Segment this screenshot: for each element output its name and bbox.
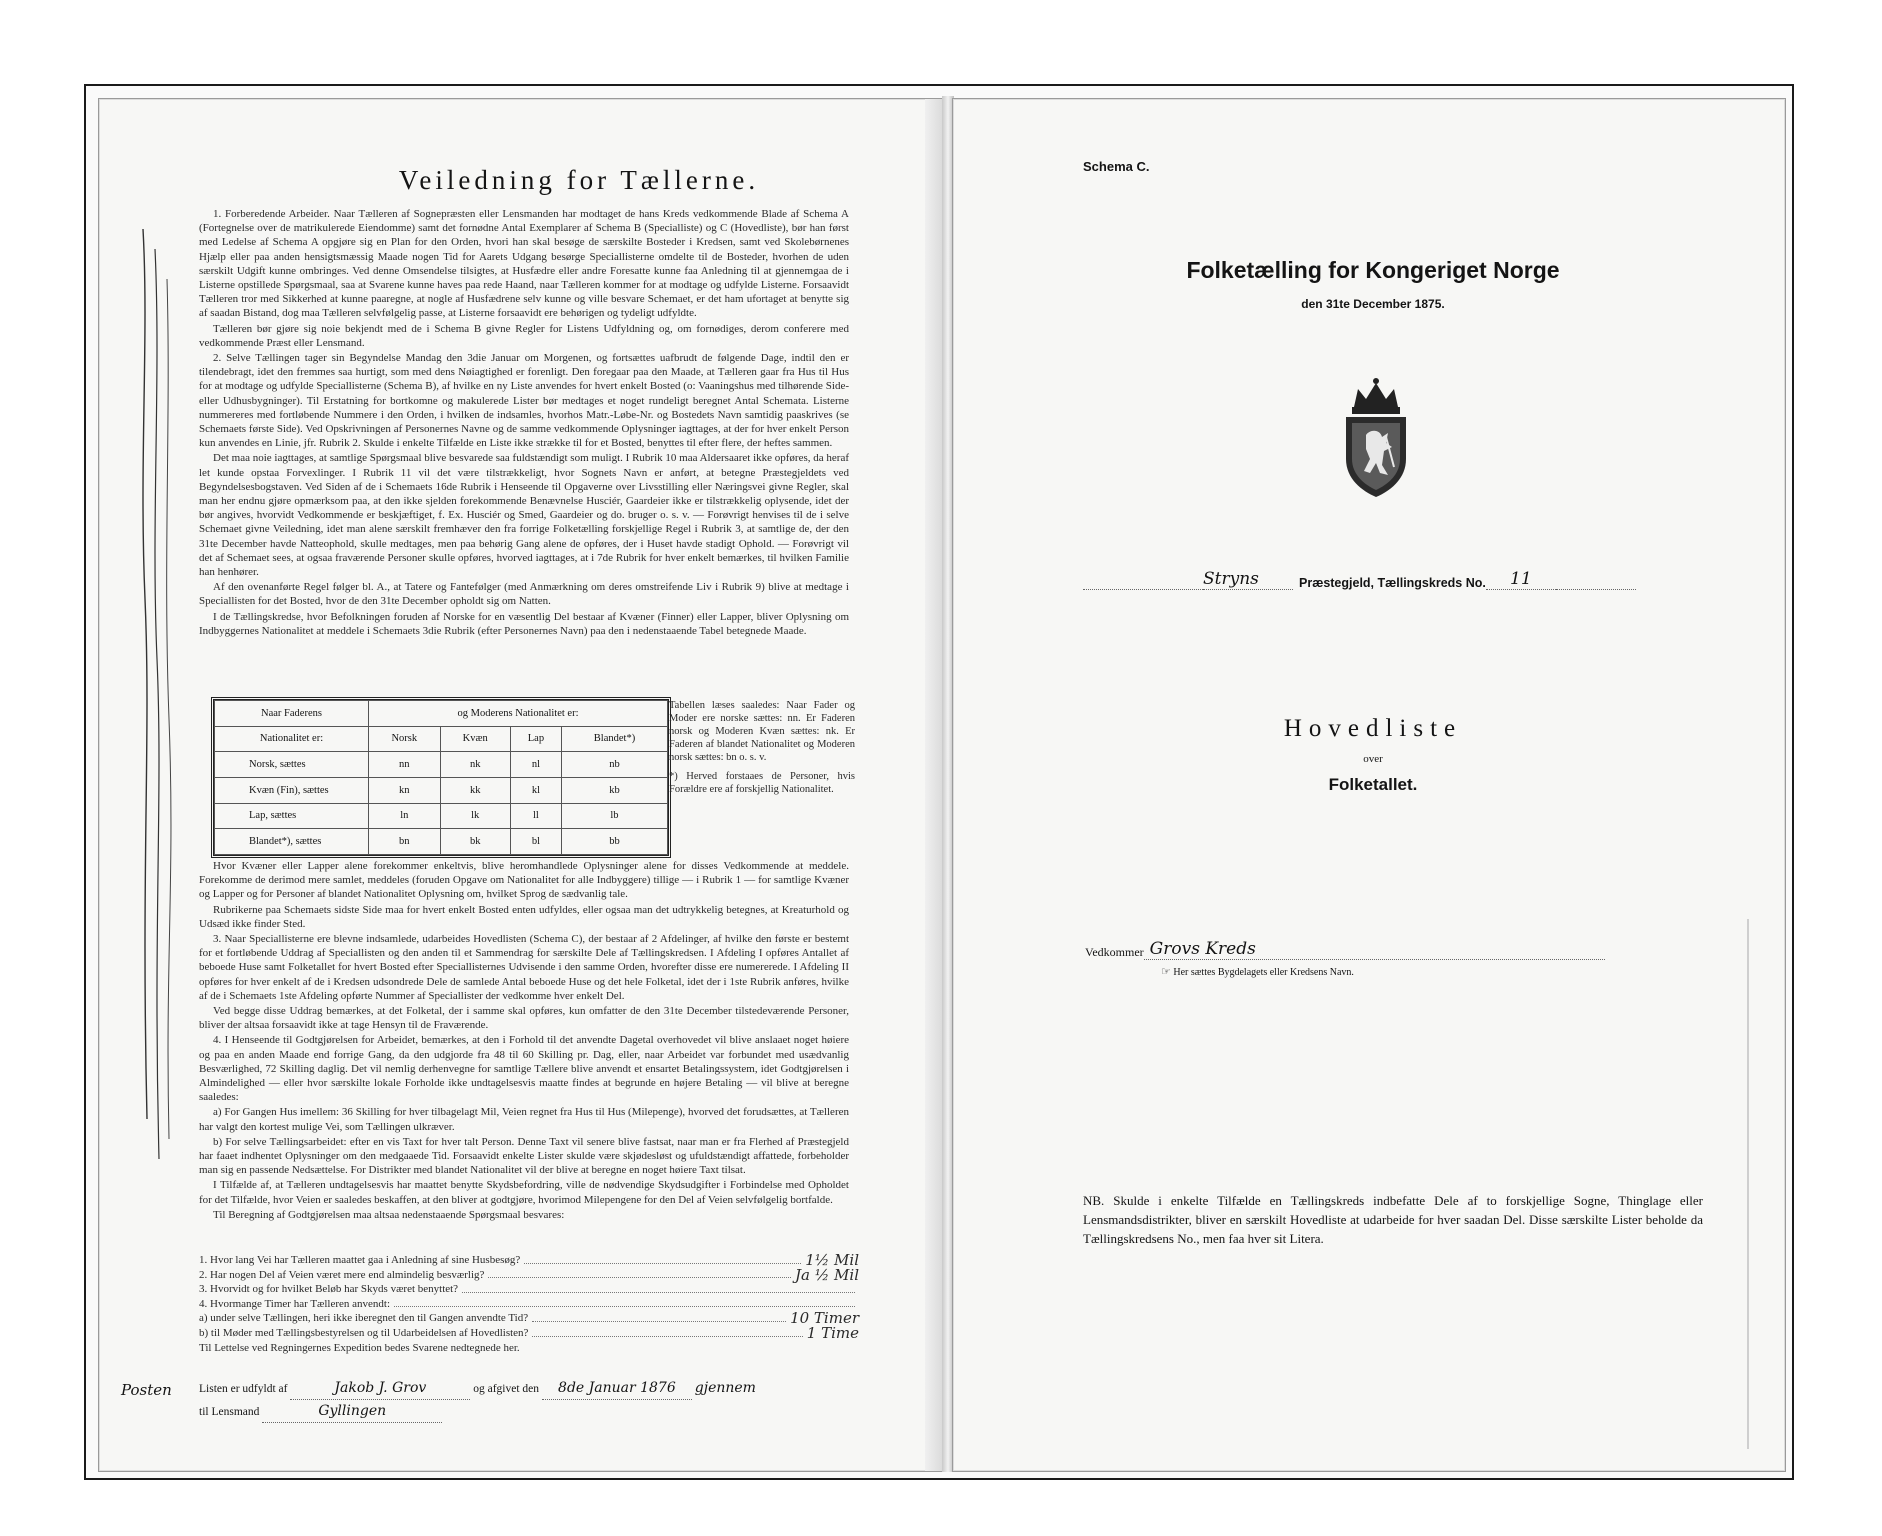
census-title: Folketælling for Kongeriget Norge bbox=[1186, 257, 1560, 283]
para-a-text: Hvor Kvæner eller Lapper alene forekommer enkeltvis, blive heromhandlede Oplysninger alene for disses Vedkommende at meddele. Forekomme de derimod mere samlet, meddeles (foruden Opgave om Nationalitet for alle Indbyggere) tillige — i Rubrik 1 — for samtlige Kvæner og Lapper og for Personer af blandet Nationalitet Oplysning om, hvilket Sprog de sædvanlig tale. bbox=[199, 860, 849, 901]
table-row-label: Norsk, sættes bbox=[215, 752, 369, 778]
table-explanation bbox=[669, 699, 855, 796]
table-cell: ln bbox=[369, 803, 441, 829]
vedkommer-note-text: Her sættes Bygdelagets eller Kredsens Navn. bbox=[1173, 967, 1354, 978]
table-cell: nn bbox=[369, 752, 441, 778]
table-row bbox=[215, 803, 668, 829]
signature-line-1 bbox=[199, 1377, 889, 1400]
over-word: over bbox=[1363, 753, 1383, 765]
signature-mid: og afgivet den bbox=[473, 1383, 540, 1395]
table-header-left-2: Nationalitet er: bbox=[215, 726, 369, 752]
question-answer: Ja ½ Mil bbox=[795, 1265, 859, 1284]
question-answer: 10 Timer bbox=[790, 1309, 859, 1328]
table-cell: bk bbox=[440, 829, 510, 855]
table-cell: kb bbox=[561, 777, 667, 803]
table-header-right: og Moderens Nationalitet er: bbox=[369, 701, 668, 727]
nb-note: NB. Skulde i enkelte Tilfælde en Tællingskreds indbefatte Dele af to forskjellige Sogne, Thinglage eller Lensmandsdistrikter, bliver en særskilt Hovedliste at udarbeide for hver saadan Del. Disse særskilte Lister beholde da Tællingskredsens No., men faa hver sit Litera. bbox=[1083, 1193, 1703, 1246]
question-row bbox=[199, 1341, 859, 1356]
population-heading: Folketallet. bbox=[1328, 775, 1418, 794]
right-page bbox=[952, 98, 1786, 1472]
question-row bbox=[199, 1282, 859, 1297]
table-cell: kl bbox=[510, 777, 561, 803]
table-cell: nb bbox=[561, 752, 667, 778]
signature-block bbox=[199, 1377, 889, 1423]
payment-questions bbox=[199, 1253, 859, 1355]
question-row bbox=[199, 1265, 859, 1284]
section-4a-text: a) For Gangen Hus imellem: 36 Skilling for hver tilbagelagt Mil, Veien regnet fra Hus til Hus (Milepenge), hvorved det forudsættes, at Tælleren har valgt den kortest mulige Vei, som Tællingen ulkræver. bbox=[199, 1106, 849, 1133]
table-cell: bb bbox=[561, 829, 667, 855]
signature-suffix: gjennem bbox=[694, 1380, 756, 1396]
table-cell: bn bbox=[369, 829, 441, 855]
section-1b-text: Tælleren bør gjøre sig noie bekjendt med de i Schema B givne Regler for Listens Udfyldning og, om fornødiges, derom conferere med vedkommende Præst eller Lensmand. bbox=[199, 322, 849, 349]
parish-label: Præstegjeld, Tællingskreds No. bbox=[1299, 576, 1486, 590]
schema-label: Schema C. bbox=[1083, 159, 1150, 174]
para-b-text: Rubrikerne paa Schemaets sidste Side maa for hvert enkelt Bosted enten udfyldes, eller ogsaa man det udtrykkelig betegnes, at Kreaturhold og Udsæd ikke finder Sted. bbox=[199, 903, 849, 930]
table-col-header: Lap bbox=[510, 726, 561, 752]
vedkommer-note bbox=[1161, 965, 1354, 978]
main-list-heading: Hovedliste bbox=[1283, 715, 1463, 742]
section-2c-text: Af den ovenanførte Regel følger bl. A., at Tatere og Fantefølger (med Anmærkning om deres omstreifende Liv i Rubrik 9) blive at medtage i Speciallisten for det Bosted, hvor de den 31te December opholdt sig om Natten. bbox=[199, 581, 849, 608]
left-page bbox=[98, 98, 946, 1472]
table-row bbox=[215, 829, 668, 855]
instructions-title: Veiledning for Tællerne. bbox=[398, 165, 760, 195]
norwegian-coat-of-arms-icon bbox=[1336, 377, 1416, 499]
question-row bbox=[199, 1311, 859, 1326]
section-4-text: 4. I Henseende til Godtgjørelsen for Arbeidet, bemærkes, at den i Forhold til det anvendte Dagetal overhovedet vil blive anslaaet noget høiere og paa en anden Maade end forrige Gang, da den udgjorde fra 48 til 60 Skilling pr. Dag, eller, naar Arbeidet var forbundet med usædvanlig Besværlighed, 72 Skilling daglig. Det vil nemlig derhenvegne for samtlige Tællere blive anvendt et ensartet Betalingssystem, idet Godtgjørelsen i Almindelighed — eller hvor særskilte lokale Forholde ikke undtagelsesvis maatte findes at begrunde en højere Betaling — vil blive at beregne saaledes: bbox=[199, 1034, 849, 1104]
census-date: den 31te December 1875. bbox=[1301, 297, 1445, 311]
signature-prefix: Listen er udfyldt af bbox=[199, 1383, 288, 1395]
submission-date: 8de Januar 1876 bbox=[542, 1377, 692, 1400]
lensmand-prefix: til Lensmand bbox=[199, 1406, 260, 1418]
question-answer: 1 Time bbox=[806, 1323, 859, 1342]
question-row bbox=[199, 1323, 859, 1342]
table-col-header: Blandet*) bbox=[561, 726, 667, 752]
table-cell: kk bbox=[440, 777, 510, 803]
section-2d-text: I de Tællingskredse, hvor Befolkningen foruden af Norske for en væsentlig Del bestaar af Kvæner (Finner) eller Lapper, bliver Oplysning om Indbyggernes Nationalitet at meddele i Schemaets 3die Rubrik (efter Personernes Navn) paa den i nedenstaaende Tabel betegnede Maade. bbox=[199, 610, 849, 637]
table-note: Tabellen læses saaledes: Naar Fader og Moder ere norske sættes: nn. Er Faderen norsk og Moderen Kvæn sættes: nk. Er Faderen af blandet Nationalitet og Moderen norsk sættes: bn o. s. v. bbox=[669, 700, 855, 763]
table-footnote: *) Herved forstaaes de Personer, hvis Forældre ere af forskjellig Nationalitet. bbox=[669, 771, 855, 795]
pointing-hand-icon: ☞ bbox=[1161, 966, 1171, 978]
nationality-table bbox=[211, 697, 671, 858]
vedkommer-value: Grovs Kreds bbox=[1144, 939, 1605, 960]
section-2-text: 2. Selve Tællingen tager sin Begyndelse Mandag den 3die Januar om Morgenen, og fortsættes uafbrudt de følgende Dage, indtil den er tilendebragt, idet den fremmes saa hurtigt, som med dens Nøiagtighed er forenligt. Den foregaar paa den Maade, at Tælleren gaar fra Hus til Hus for at modtage og udfylde Speciallisterne (Schema B), af hvilke en ny Liste anvendes for hvert enkelt Bosted (o: Vaaningshus med tilhørende Side- eller Udhusbygninger). Til Erstatning for bortkomne og makulerede Lister bør medtages et noget rundeligt beregnet Antal Schemata. Listerne nummereres med fortløbende Nummere i den Orden, i hvilken de indsamles, hvorhos Matr.-Løbe-Nr. og Bostedets Navn samtidig paaskrives (se Schemaets første Side). Ved Opskrivningen af Personernes Navne og de samme vedkommende Oplysninger iagttages, at der for hver enkelt Person kun anvendes en Linie, jfr. Rubrik 2. Skulde i enkelte Tilfælde en Liste ikke strække til for et Bosted, benyttes til efter flere, der heftes sammen. bbox=[199, 352, 849, 450]
section-3-text: 3. Naar Speciallisterne ere blevne indsamlede, udarbeides Hovedlisten (Schema C), der bestaar af 2 Afdelinger, af hvilke den første er bestemt for et fortløbende Uddrag af Speciallisten og den anden til et Sammendrag for særskilte Dele af Tællingskredsen. I Afdeling I opføres Antallet af beboede Huse samt Folketallet for hvert Bosted efter Speciallisternes Udvisende i den samme Orden, hvorefter disse ere numererede. I Afdeling II opføres for hver enkelt af de i Kredsen udsondrede Dele de samlede Antal beboede Huse og det hele Folketal, idet der i 1ste Rubrik anføres, hvilke af de i Schemaets 1ste Afdeling opførte Nummer af Speciallister der vedkomme hver enkelt Del. bbox=[199, 933, 849, 1002]
question-label: 4. Hvormange Timer har Tælleren anvendt: bbox=[199, 1297, 391, 1310]
instructions-body-part2 bbox=[199, 859, 849, 1223]
question-label: a) under selve Tællingen, heri ikke iberegnet den til Gangen anvendte Tid? bbox=[199, 1312, 529, 1325]
kreds-number: 11 bbox=[1486, 569, 1556, 590]
question-row bbox=[199, 1253, 859, 1268]
table-cell: nk bbox=[440, 752, 510, 778]
table-cell: ll bbox=[510, 803, 561, 829]
section-1-text: 1. Forberedende Arbeider. Naar Tælleren af Sognepræsten eller Lensmanden har modtaget de hans Kreds vedkommende Blade af Schema A (Fortegnelse over de matrikulerede Eiendomme) samt det fornødne Antal Exemplarer af Schema B (Specialliste) og C (Hovedliste), bør han først med Ledelse af Schema A opgjøre sig en Plan for den Orden, hvori han skal besøge de særskilte Bosteder i Kredsen, samt ved Skolebørnenes Hjælp eller paa anden hensigtsmæssig Maade nogen Tid for Aarets Udgang besørge Speciallisterne omdelte til de Bosteder, hvorhen de uden særskilt Udgift kunne ombringes. Ved denne Omsendelse tilsigtes, at Husfædre eller andre Foresatte kunne faa Anledning til at gjennemgaa de i Listerne opstillede Spørgsmaal, saa at Svarene kunne haves paa rede Haand, naar Tælleren kommer for at modtage og udfylde Listerne. Forsaavidt Tælleren tror med Sikkerhed at kunne paaregne, at nogle af Husfædrene selv kunne og ville besvare Schemaet, er det ham ufortaget at benytte sig af saadan Bistand, dog maa Tælleren selvfølgelig passe, at Listerne forsaavidt ere behørigen og tydeligt udfyldte. bbox=[199, 208, 849, 320]
table-header-left-1: Naar Faderens bbox=[215, 701, 369, 727]
section-2b-text: Det maa noie iagttages, at samtlige Spørgsmaal blive besvarede saa fuldstændigt som muligt. I Rubrik 10 maa Aldersaaret ikke opføres, da heraf let kunde opstaa Forvexlinger. I Rubrik 11 vil det være tilstrækkeligt, hvor Sognets Navn er anført, at betegne Præstegjeldets ved Begyndelsesbogstaven. Ved Siden af de i Schemaets 16de Rubrik i Henseende til Opgaverne over Livsstilling eller Næringsvei givne Regler, skal man her endnu gjøre opmærksom paa, at den ikke sjelden forekommende Benævnelse Husciér, Gaardeier ikke er tilstrækkelig oplysende, idet der bør angives, hvorvidt Vedkommende er beskjæftiget, f. Ex. Husciér og Smed, Gaardeier og do. bruger o. s. v. — Forøvrigt henvises til de i selve Schemaet givne Veiledning, idet man alene særskilt fremhæver den fra forrige Folketælling forskjellige Regel i Rubrik 3, at samtlige de, der den 31te December havde Natteophold, skulle medtages, men paa behørig Gang alene de opføres, der i Huset havde stadigt Ophold. — Forøvrigt vil det af Schemaet sees, at ogsaa fraværende Personer skulle opføres, hvorved iagttages, at i 7de Rubrik for hver enkelt bemærkes, til hvilken Familie han henhører. bbox=[199, 452, 849, 579]
question-answer: 1½ Mil bbox=[805, 1251, 859, 1269]
table-row bbox=[215, 752, 668, 778]
question-row bbox=[199, 1297, 859, 1312]
section-4c-text: I Tilfælde af, at Tælleren undtagelsesvis har maattet benytte Skydsbefordring, ville de nødvendige Skydsudgifter i Forbindelse med Opholdet for det Tilfælde, hvor Veien er saaledes beskaffen, at den bliver at godtgjøre, hvorimod Milepengene for den Del af Veien selvfølgelig bortfalde. bbox=[199, 1179, 849, 1206]
scan-frame bbox=[84, 84, 1794, 1480]
question-label: 3. Hvorvidt og for hvilket Beløb har Skyds været benyttet? bbox=[199, 1283, 459, 1296]
vedkommer-label: Vedkommer bbox=[1085, 945, 1144, 959]
handwritten-margin-annotation bbox=[135, 219, 175, 1179]
table-row-label: Blandet*), sættes bbox=[215, 829, 369, 855]
question-label: 2. Har nogen Del af Veien været mere end almindelig besværlig? bbox=[199, 1268, 485, 1281]
table-cell: kn bbox=[369, 777, 441, 803]
vedkommer-line bbox=[1085, 939, 1605, 960]
counter-name: Jakob J. Grov bbox=[290, 1377, 470, 1400]
instructions-body-part1 bbox=[199, 207, 849, 639]
parish-line bbox=[1083, 569, 1683, 590]
table-row bbox=[215, 777, 668, 803]
table-cell: bl bbox=[510, 829, 561, 855]
table-cell: nl bbox=[510, 752, 561, 778]
section-3b-text: Ved begge disse Uddrag bemærkes, at det Folketal, der i samme skal opføres, kun omfatter de den 31te December tilstedeværende Personer, bliver der altsaa forsaavidt ikke at tage Hensyn til de Fraværende. bbox=[199, 1005, 849, 1032]
table-row-label: Kvæn (Fin), sættes bbox=[215, 777, 369, 803]
table-cell: lk bbox=[440, 803, 510, 829]
question-label: Til Lettelse ved Regningernes Expedition bedes Svarene nedtegnede her. bbox=[199, 1341, 520, 1354]
lensmand-name: Gyllingen bbox=[262, 1400, 442, 1423]
question-label: 1. Hvor lang Vei har Tælleren maattet gaa i Anledning af sine Husbesøg? bbox=[199, 1254, 521, 1266]
signature-line-2 bbox=[199, 1400, 889, 1423]
page-edge-shadow bbox=[1747, 919, 1755, 1449]
table-col-header: Kvæn bbox=[440, 726, 510, 752]
margin-note-posten: Posten bbox=[121, 1381, 172, 1399]
table-cell: lb bbox=[561, 803, 667, 829]
question-label: b) til Møder med Tællingsbestyrelsen og til Udarbeidelsen af Hovedlisten? bbox=[199, 1326, 529, 1339]
table-col-header: Norsk bbox=[369, 726, 441, 752]
section-4d-text: Til Beregning af Godtgjørelsen maa altsaa nedenstaaende Spørgsmaal besvares: bbox=[213, 1208, 565, 1221]
parish-name: Stryns bbox=[1203, 569, 1293, 590]
table-row-label: Lap, sættes bbox=[215, 803, 369, 829]
section-4b-text: b) For selve Tællingsarbeidet: efter en vis Taxt for hver talt Person. Denne Taxt vil senere blive fastsat, naar man er fra Flerhed af Præstegjeld har faaet indhentet Oplysninger om den medgaaede Tid. Forsaavidt enkelte Lister skulde være skjødesløst og ufuldstændigt affattede, forbeholder man sig en passende Nedsættelse. For Distrikter med blandet Nationalitet vil der blive at beregne en noget høiere Taxt tilsat. bbox=[199, 1135, 849, 1177]
